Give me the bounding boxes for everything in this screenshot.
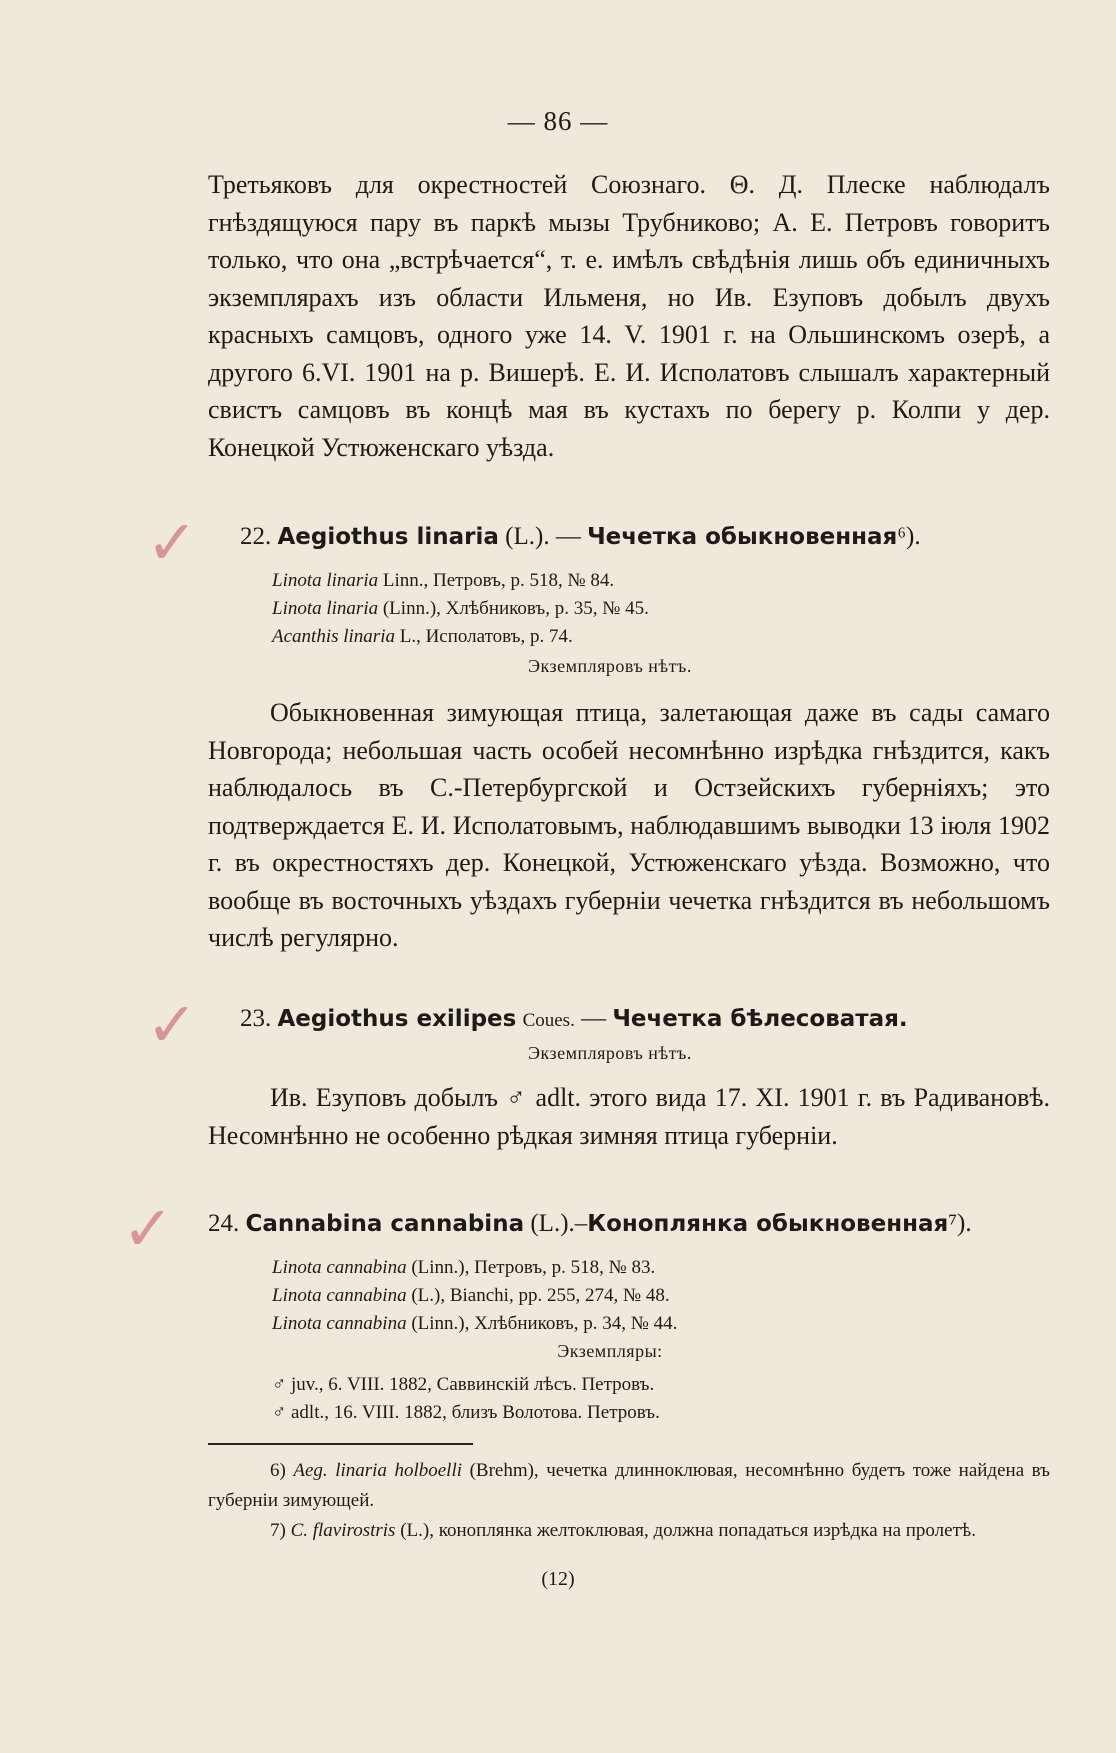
specimens-label-24: Экземпляры:	[557, 1341, 663, 1361]
synonym-line: Linota cannabina (Linn.), Хлѣбниковъ, p. 34, № 44.	[272, 1313, 678, 1334]
specimen-list-24	[272, 1371, 1052, 1427]
synonym-line: Acanthis linaria L., Исполатовъ, p. 74.	[272, 626, 573, 647]
synonym-list-22	[272, 567, 1052, 651]
synonym-line: Linota linaria Linn., Петровъ, p. 518, № 84.	[272, 570, 615, 591]
species-heading-24: 24. Cannabina cannabina (L.).–Коноплянка обыкновенная⁷).	[208, 1210, 972, 1237]
species-latin-name: Aegiothus linaria	[277, 524, 499, 550]
specimens-label-22: Экземпляровъ нѣтъ.	[528, 656, 692, 676]
footnote-7: 7) C. flavirostris (L.), коноплянка желтоклювая, должна попадаться изрѣдка на пролетѣ.	[270, 1520, 976, 1541]
intro-paragraph: Третьяковъ для окрестностей Союзнаго. Θ. Д. Плеске наблюдалъ гнѣздящуюся пару въ паркѣ мызы Трубниково; А. Е. Петровъ говоритъ только, что она „встрѣчается“, т. е. имѣлъ свѣдѣнія лишь объ единичныхъ экземплярахъ изъ области Ильменя, но Ив. Езуповъ добылъ двухъ красныхъ самцовъ, одного уже 14. V. 1901 г. на Ольшинскомъ озерѣ, а другого 6.VI. 1901 на р. Вишерѣ. Е. И. Исполатовъ слышалъ характерный свистъ самцовъ въ концѣ мая въ кустахъ по берегу р. Колпи у дер. Конецкой Устюженскаго уѣзда.	[208, 170, 1050, 462]
footnote-rule	[208, 1443, 473, 1445]
specimens-label-23: Экземпляровъ нѣтъ.	[528, 1043, 692, 1063]
specimen-line: ♂ adlt., 16. VIII. 1882, близъ Волотова. Петровъ.	[272, 1402, 660, 1423]
species-russian-name: Чечетка обыкновенная	[587, 524, 898, 550]
pencil-check-mark-22: ✓	[146, 506, 198, 579]
species-heading-22: 22. Aegiothus linaria (L.). — Чечетка обыкновенная⁶).	[240, 523, 921, 550]
species-heading-23: 23. Aegiothus exilipes Coues. — Чечетка бѣлесоватая.	[240, 1005, 908, 1032]
page-number: — 86 —	[507, 106, 609, 136]
species-text-23: Ив. Езуповъ добылъ ♂ adlt. этого вида 17. XI. 1901 г. въ Радивановѣ. Несомнѣнно не особенно рѣдкая зимняя птица губерніи.	[208, 1083, 1050, 1150]
synonym-line: Linota cannabina (L.), Bianchi, pp. 255, 274, № 48.	[272, 1285, 670, 1306]
species-number: 22.	[240, 523, 272, 550]
synonym-list-24	[272, 1254, 1052, 1338]
synonym-line: Linota cannabina (Linn.), Петровъ, p. 518, № 83.	[272, 1257, 656, 1278]
species-author: (L.).	[505, 523, 550, 550]
synonym-line: Linota linaria (Linn.), Хлѣбниковъ, p. 35, № 45.	[272, 598, 649, 619]
footnote-mark: ⁶).	[897, 523, 921, 550]
sheet-signature: (12)	[541, 1568, 575, 1590]
pencil-check-mark-23: ✓	[146, 988, 198, 1061]
species-text-22: Обыкновенная зимующая птица, залетающая даже въ сады самаго Новгорода; небольшая часть особей несомнѣнно изрѣдка гнѣздится, какъ наблюдалось въ С.-Петербургской и Остзейскихъ губерніяхъ; это подтверждается Е. И. Исполатовымъ, наблюдавшимъ выводки 13 іюля 1902 г. въ окрестностяхъ дер. Конецкой, Устюженскаго уѣзда. Возможно, что вообще въ восточныхъ уѣздахъ губерніи чечетка гнѣздится въ небольшомъ числѣ регулярно.	[208, 698, 1050, 952]
footnote-6: 6) Aeg. linaria holboelli (Brehm), чечетка длинноклювая, несомнѣнно будетъ тоже найдена въ губерніи зимующей.	[208, 1460, 1050, 1511]
specimen-line: ♂ juv., 6. VIII. 1882, Саввинскій лѣсъ. Петровъ.	[272, 1374, 655, 1395]
pencil-check-mark-24: ✓	[122, 1192, 174, 1265]
